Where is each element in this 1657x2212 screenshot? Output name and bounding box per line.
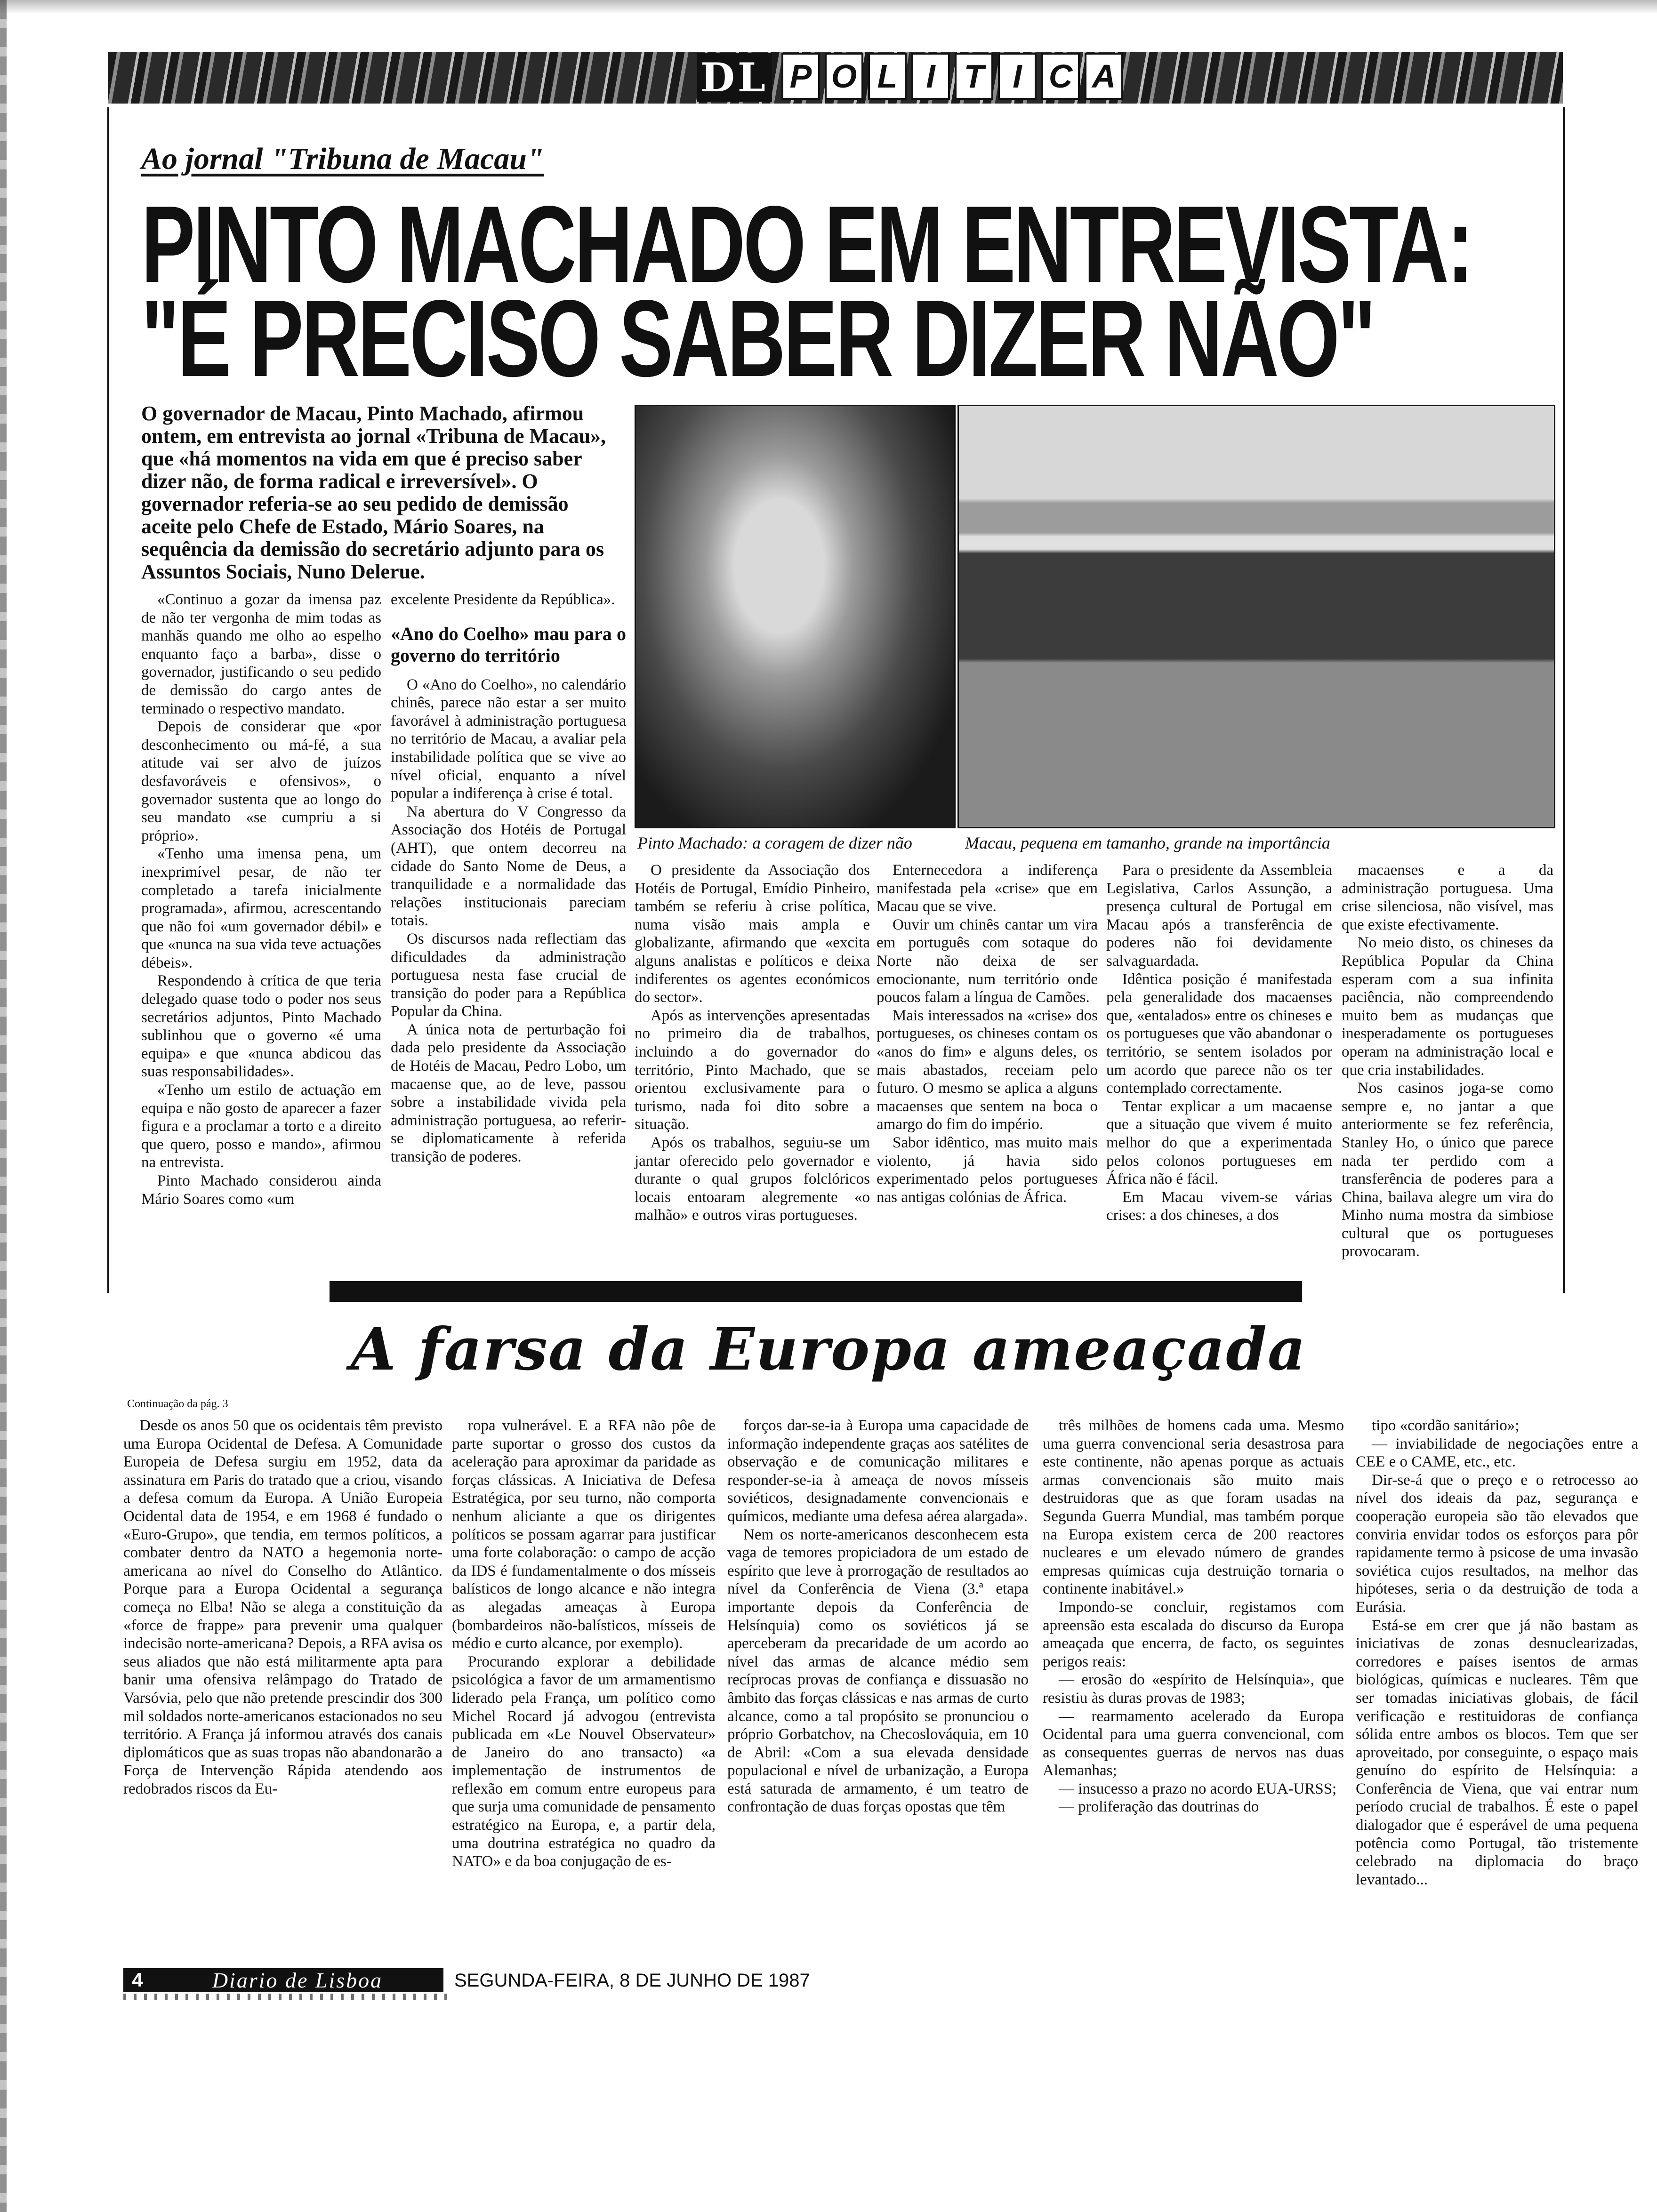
paragraph: «Tenho uma imensa pena, um inexprimível pesar, de não ter completado a tarefa inicialmente programada», afirmou, acrescentando que não foi «um governador débil» e que «nunca na sua vida teve actuações débeis». <box>141 845 381 971</box>
section-letter: C <box>1041 53 1080 100</box>
newspaper-logo: DL <box>697 53 772 102</box>
paragraph: Depois de considerar que «por desconhecimento ou má-fé, a sua atitude vai ser alvo de juízos desfavoráveis e ofensivos», o governador sustenta que ao longo do seu mandato «se cumpriu a si próprio». <box>141 718 381 844</box>
col2-intro: excelente Presidente da República». <box>391 591 615 608</box>
paragraph: — insucesso a prazo no acordo EUA-URSS; <box>1059 1780 1337 1797</box>
continuation-note: Continuação da pág. 3 <box>127 1398 228 1410</box>
divider-bar <box>330 1281 1302 1302</box>
article2-column-2 <box>452 1417 716 1871</box>
article2-column-5 <box>1356 1417 1638 1889</box>
article1-column-1 <box>141 591 381 1208</box>
article1-column-6 <box>1342 861 1553 1261</box>
section-letter: L <box>868 53 907 100</box>
paragraph: Está-se em crer que já não bastam as iniciativas de zonas desnuclearizadas, corredores e países isentos de armas biológicas, químicas e nucleares. Têm que ser tomadas iniciativas globais, de fácil verificação e restituidoras de confiança sólida entre ambos os blocos. Tem que ser aproveitado, por conseguinte, o espaço mais genuíno do espírito de Helsínquia: a Conferência de Viena, que vai entrar num período crucial de trabalhos. É este o papel dialogador que é esperável de uma pequena potência como Portugal, tão tristemente celebrado na diplomacia do braço levantado... <box>1356 1617 1638 1888</box>
paragraph: três milhões de homens cada uma. Mesmo uma guerra convencional seria desastrosa para este continente, não apenas porque as actuais armas convencionais são muito mais destruidoras que as que foram usadas na Segunda Guerra Mundial, mas também porque na Europa existem cerca de 200 reactores nucleares e um elevado número de grandes empresas químicas cuja destruição tornaria o continente inabitável.» <box>1043 1417 1344 1598</box>
kicker: Ao jornal "Tribuna de Macau" <box>141 142 544 176</box>
section-letter: A <box>1085 53 1123 100</box>
paragraph: — rearmamento acelerado da Europa Ocidental para uma guerra convencional, com as consequentes guerras de nervos nas duas Alemanhas; <box>1043 1707 1344 1779</box>
paragraph: Tentar explicar a um macaense que a situação que vivem é muito melhor do que a experimentada pelos colonos portugueses em África não é fácil. <box>1106 1098 1332 1188</box>
paragraph: «Continuo a gozar da imensa paz de não ter vergonha de mim todas as manhãs quando me olho ao espelho enquanto faço a barba», disse o governador, justificando o seu pedido de demissão do cargo antes de terminado o respectivo mandato. <box>141 591 381 717</box>
article1-column-2 <box>391 591 626 1166</box>
footer-ornament <box>123 1994 453 2000</box>
paragraph: Enternecedora a indiferença manifestada pela «crise» que em Macau que se vive. <box>877 862 1098 915</box>
paragraph: Impondo-se concluir, registamos com apreensão esta escalada do discurso da Europa ameaçada que encerra, de facto, os seguintes perigos reais: <box>1043 1598 1344 1670</box>
scan-top-edge <box>0 0 1657 14</box>
article1-column-2-body <box>391 676 626 1166</box>
section-letter: P <box>781 53 820 100</box>
section-letter: I <box>911 53 950 100</box>
paragraph: Na abertura do V Congresso da Associação dos Hotéis de Portugal (AHT), que ontem decorreu na cidade do Santo Nome de Deus, a tranquilidade e a normalidade das relações institucionais pareciam totais. <box>391 803 626 930</box>
paragraph: Dir-se-á que o preço e o retrocesso ao nível dos ideais da paz, segurança e cooperação europeia são tão elevados que conviria envidar todos os esforços para pôr rapidamente termo à psicose de uma invasão soviética cujos resultados, na melhor das hipóteses, seria o da destruição de toda a Eurásia. <box>1356 1471 1638 1616</box>
paragraph: Ouvir um chinês cantar um vira em português com sotaque do Norte não deixa de ser emocionante, num território onde poucos falam a língua de Camões. <box>877 916 1098 1006</box>
paragraph: Desde os anos 50 que os ocidentais têm previsto uma Europa Ocidental de Defesa. A Comunidade Europeia de Defesa surgiu em 1952, data da assinatura em Paris do tratado que a criou, visando a defesa comum da Europa. A União Europeia Ocidental data de 1954, e em 1968 é fundado o «Euro-Grupo», que tendia, em termos políticos, a combater dentro da NATO a hegemonia norte-americana ao nível do Conselho do Atlântico. Porque para a Europa Ocidental a segurança começa no Elba! Não se alega a constituição da «force de frappe» para prevenir uma qualquer indecisão norte-americana? Depois, a RFA avisa os seus aliados que não está militarmente apta para banir uma ofensiva relâmpago do Tratado de Varsóvia, pelo que não pretende prescindir dos 300 mil soldados norte-americanos estacionados no seu território. A França já informou através dos canais diplomáticos que as suas tropas não abandonarão a Força de Intervenção Rápida atendendo aos redobrados riscos da Eu- <box>123 1417 442 1797</box>
paragraph: Em Macau vivem-se várias crises: a dos chineses, a dos <box>1106 1188 1332 1224</box>
section-letter: I <box>998 53 1037 100</box>
paragraph: A única nota de perturbação foi dada pelo presidente da Associação de Hotéis de Macau, Pedro Lobo, um macaense que, ao de leve, passou sobre a instabilidade vivida pela administração portuguesa, ao referir-se diplomaticamente à referida transição de poderes. <box>391 1021 626 1166</box>
paragraph: Idêntica posição é manifestada pela generalidade dos macaenses que, «entalados» entre os chineses e os portugueses que vão abandonar o território, se sentem isolados por um acordo que parece não os ter contemplado correctamente. <box>1106 970 1332 1097</box>
paragraph: Nos casinos joga-se como sempre e, no jantar a que anteriormente se fez referência, Stanley Ho, o único que parece nada ter perdido com a transferência de poderes para a China, bailava alegre um vira do Minho numa mostra da simbiose cultural que os portugueses provocaram. <box>1342 1080 1553 1260</box>
paragraph: Sabor idêntico, mas muito mais violento, já havia sido experimentado pelos portugueses nas antigas colónias de África. <box>877 1134 1098 1206</box>
paragraph: macaenses e a da administração portuguesa. Uma crise silenciosa, não visível, mas que existe efectivamente. <box>1342 862 1553 933</box>
paragraph: O presidente da Associação dos Hotéis de Portugal, Emídio Pinheiro, também se referiu à crise política, numa visão mais ampla e globalizante, afirmando que «excita alguns analistas e políticos e deixa indiferentes os agentes económicos do sector». <box>635 862 870 1006</box>
article1-column-4 <box>877 861 1098 1206</box>
headline-line-1: PINTO MACHADO EM ENTREVISTA: <box>141 184 1472 305</box>
paragraph: Após as intervenções apresentadas no primeiro dia de trabalhos, incluindo a do governador do território, Pinto Machado, que se orientou exclusivamente para o turismo, nada foi dito sobre a situação. <box>635 1007 870 1133</box>
paragraph: Os discursos nada reflectiam das dificuldades da administração portuguesa nesta fase crucial de transição do poder para a República Popular da China. <box>391 930 626 1020</box>
section-letter: T <box>955 53 993 100</box>
macau-photo <box>957 405 1555 828</box>
article1-column-3 <box>635 861 870 1225</box>
article2-column-3 <box>727 1417 1029 1816</box>
lede-paragraph: O governador de Macau, Pinto Machado, afirmou ontem, em entrevista ao jornal «Tribuna de Macau», que «há momentos na vida em que é preciso saber dizer não, de forma radical e irreversível». O governador referia-se ao seu pedido de demissão aceite pelo Chefe de Estado, Mário Soares, na sequência da demissão do secretário adjunto para os Assuntos Sociais, Nuno Delerue. <box>141 402 606 583</box>
subheading: «Ano do Coelho» mau para o governo do território <box>391 623 626 666</box>
paragraph: tipo «cordão sanitário»; <box>1372 1417 1520 1434</box>
paragraph: Pinto Machado considerou ainda Mário Soares como «um <box>141 1172 381 1208</box>
paragraph: — proliferação das doutrinas do <box>1059 1798 1259 1816</box>
paragraph: No meio disto, os chineses da República Popular da China esperam com a sua infinita paciência, não compreendendo muito bem as mudanças que inesperadamente os portugueses operam na administração local e que cria instabilidades. <box>1342 934 1553 1079</box>
paragraph: ropa vulnerável. E a RFA não pôe de parte suportar o grosso dos custos da aceleração para aproximar da paridade as forças clássicas. A Iniciativa de Defesa Estratégica, por seu turno, não comporta nenhum aliciante a que os dirigentes políticos se possam agarrar para justificar uma forte colaboração: o campo de acção da IDS é fundamentalmente o dos mísseis balísticos de longo alcance e não integra as alegadas ameaças à Europa (bombardeiros não-balísticos, mísseis de médio e curto alcance, por exemplo). <box>452 1417 716 1652</box>
paragraph: «Tenho um estilo de actuação em equipa e não gosto de aparecer a fazer figura e a proclamar a torto e a direito que quero, posso e mando», afirmou na entrevista. <box>141 1082 381 1171</box>
paragraph: forços dar-se-ia à Europa uma capacidade de informação independente graças aos satélites de observação e de comunicação militares e responder-se-ia à ameaça de novos mísseis soviéticos, designadamente convencionais e químicos, mediante uma defesa aérea alargada». <box>727 1417 1029 1525</box>
article1-column-5 <box>1106 861 1332 1225</box>
section-letter: O <box>825 53 863 100</box>
paragraph: O «Ano do Coelho», no calendário chinês, parece não estar a ser muito favorável à administração portuguesa no território de Macau, a avaliar pela instabilidade política que se vive ao nível oficial, enquanto a nível popular a indiferença à crise é total. <box>391 676 626 802</box>
footer-date: SEGUNDA-FEIRA, 8 DE JUNHO DE 1987 <box>454 1970 810 1991</box>
page-number: 4 <box>123 1968 152 1992</box>
scan-left-edge <box>0 0 7 2212</box>
paragraph: Respondendo à crítica de que teria delegado quase todo o poder nos seus secretários adjuntos, Pinto Machado sublinhou que o governo «é uma equipa» e que «nunca abdicou das suas responsabilidades». <box>141 972 381 1081</box>
paragraph: Para o presidente da Assembleia Legislativa, Carlos Assunção, a presença cultural de Portugal em Macau após a transferência de poderes não foi devidamente salvaguardada. <box>1106 862 1332 970</box>
photo-caption-macau: Macau, pequena em tamanho, grande na importância <box>965 834 1330 852</box>
footer-newspaper-name: Diario de Lisboa <box>152 1968 443 1992</box>
headline-line-2: "É PRECISO SABER DIZER NÃO" <box>141 278 1374 400</box>
paragraph: Nem os norte-americanos desconhecem esta vaga de temores propiciadora de um estado de espírito que leve à prorrogação de resultados ao nível da Conferência de Viena (3.ª etapa importante depois da Conferência de Helsínquia) como os soviéticos já se aperceberam da precaridade de um acordo ao nível das armas de alcance médio sem recíprocas provas de confiança e dissuasão no âmbito das forças clássicas e nas armas de curto alcance, como a tal propósito se pronunciou o próprio Gorbatchov, na Checoslováquia, em 10 de Abril: «Com a sua elevada densidade populacional e nível de urbanização, a Europa está saturada de armamento, é um teatro de confrontação de duas forças opostas que têm <box>727 1526 1029 1816</box>
photo-caption-portrait: Pinto Machado: a coragem de dizer não <box>637 834 912 852</box>
article2-column-4 <box>1043 1417 1344 1816</box>
paragraph: Mais interessados na «crise» dos portugueses, os chineses contam os «anos do fim» e alguns deles, os mais abastados, receiam pelo futuro. O mesmo se aplica a alguns macaenses que sentem na boca o amargo do fim do império. <box>877 1007 1098 1133</box>
paragraph: — erosão do «espírito de Helsínquia», que resistiu às duras provas de 1983; <box>1043 1671 1344 1707</box>
paragraph: Procurando explorar a debilidade psicológica a favor de um armamentismo liderado pela França, um político como Michel Rocard já advogou (entrevista publicada em «Le Nouvel Observateur» de Janeiro do ano transacto) «a implementação de instrumentos de reflexão em comum entre europeus para que surja uma comunidade de pensamento estratégico na Europa, e, a partir dela, uma doutrina estratégica no quadro da NATO» e da boa conjugação de es- <box>452 1653 716 1870</box>
article2-title: A farsa da Europa ameaçada <box>350 1315 1307 1384</box>
paragraph: Após os trabalhos, seguiu-se um jantar oferecido pelo governador e durante o qual grupos folclóricos locais entoaram alegremente «o malhão» e outros viras portugueses. <box>635 1134 870 1224</box>
portrait-photo <box>635 405 956 828</box>
article2-column-1 <box>123 1417 442 1798</box>
paragraph: — inviabilidade de negociações entre a CEE e o CAME, etc., etc. <box>1356 1435 1638 1471</box>
section-title <box>781 53 1123 102</box>
